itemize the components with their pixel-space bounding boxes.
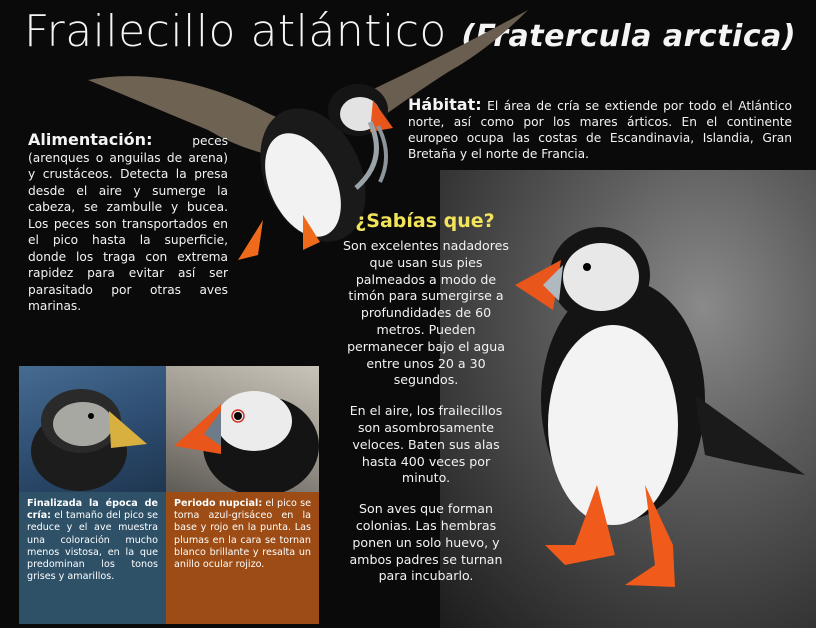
post-breeding-puffin-photo	[19, 366, 166, 492]
sabias-paragraph-3: Son aves que forman colonias. Las hembras ponen un solo huevo, y ambos padres se turnan para incubarlo.	[349, 501, 503, 584]
caption-post-breeding	[19, 492, 166, 624]
title-common-name: Frailecillo atlántico	[24, 6, 447, 57]
sabias-paragraph-1: Son excelentes nadadores que usan sus pies palmeados a modo de timón para sumergirse a profundidades de 60 metros. Pueden permanecer bajo el agua entre unos 20 a 30 segundos.	[343, 238, 509, 388]
caption-breeding-body: el pico se torna azul-grisáceo en la base y rojo en la punta. Las plumas en la cara se tornan blanco brillante y resalta un anillo ocular rojizo.	[174, 498, 311, 571]
sabias-heading: ¿Sabías que?	[355, 210, 495, 232]
alimentacion-section	[28, 132, 228, 315]
sabias-section	[338, 238, 514, 599]
caption-breeding-heading: Periodo nupcial:	[174, 498, 263, 509]
habitat-heading: Hábitat:	[408, 95, 482, 114]
habitat-body: El área de cría se extiende por todo el Atlántico norte, así como por los mares árticos. En el continente europeo ocupa las costas de Escandinavia, Islandia, Gran Bretaña y el norte de Francia.	[408, 99, 793, 161]
sabias-paragraph-2: En el aire, los frailecillos son asombrosamente veloces. Baten sus alas hasta 400 veces por minuto.	[349, 403, 503, 486]
title-scientific-name: (Fratercula arctica)	[461, 19, 797, 54]
alimentacion-heading: Alimentación:	[28, 130, 153, 149]
caption-post-breeding-heading: Finalizada la época de cría:	[27, 498, 158, 522]
breeding-puffin-photo	[166, 366, 319, 492]
alimentacion-body: peces (arenques o anguilas de arena) y crustáceos. Detecta la presa desde el aire y sumerge la cabeza, se zambulle y bucea. Los peces son transportados en el pico hasta la superficie, donde los traga con extrema rapidez para evitar así ser parasitado por otras aves marinas.	[28, 134, 228, 313]
habitat-section	[408, 97, 792, 162]
caption-post-breeding-body: el tamaño del pico se reduce y el ave muestra una coloración mucho menos vistosa, en la que predominan los tonos grises y amarillos.	[27, 510, 158, 583]
caption-breeding	[166, 492, 319, 624]
standing-puffin-image	[505, 215, 810, 615]
